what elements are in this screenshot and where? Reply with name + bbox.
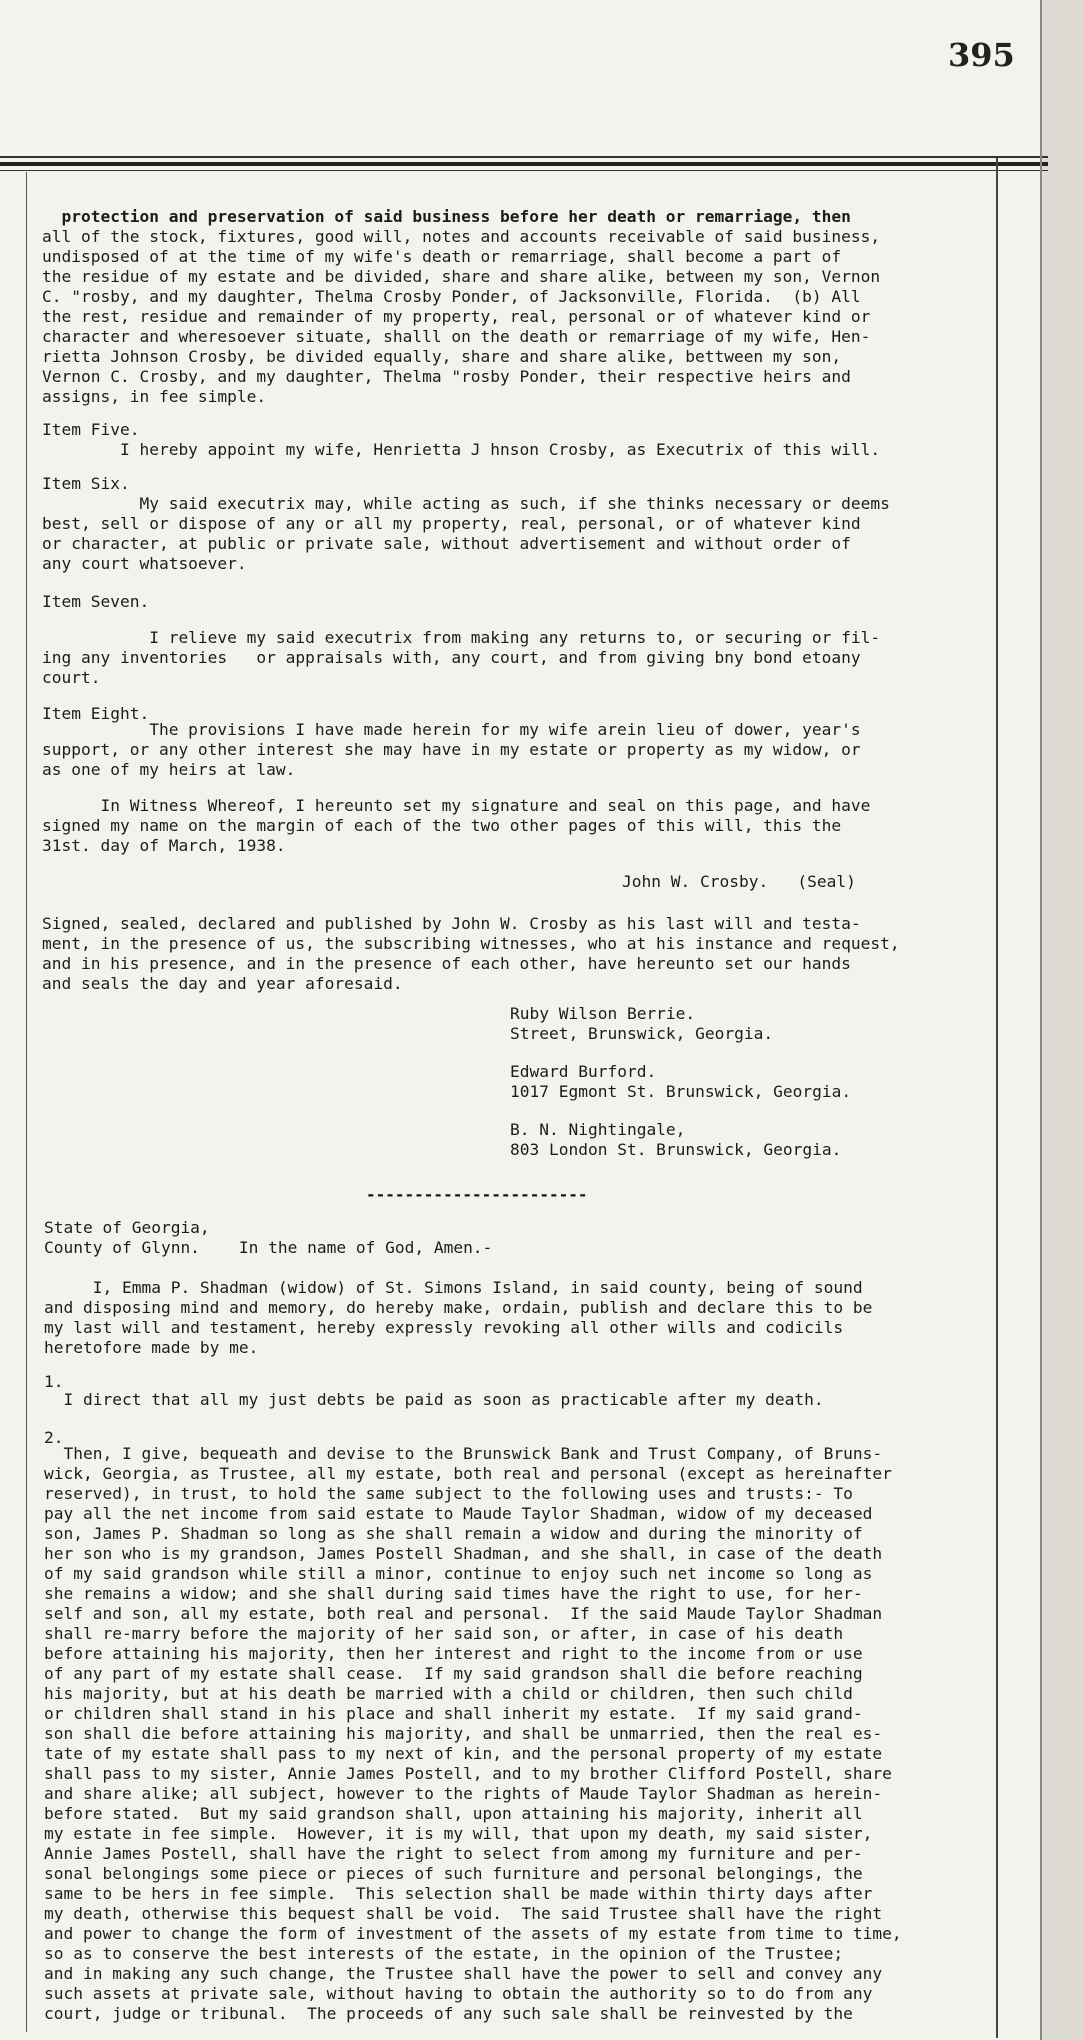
text-line: undisposed of at the time of my wife's death or remarriage, shall become a part of bbox=[42, 247, 842, 266]
text-line: 1. bbox=[44, 1372, 64, 1391]
text-line: of my said grandson while still a minor, continue to enjoy such net income so long as bbox=[44, 1564, 873, 1583]
text-line: of any part of my estate shall cease. If my said grandson shall die before reaching bbox=[44, 1664, 863, 1683]
text-line: before stated. But my said grandson shall, upon attaining his majority, inherit all bbox=[44, 1804, 863, 1823]
text-line: protection and preservation of said business before her death or remarriage, then bbox=[42, 207, 851, 226]
text-line: Item Six. bbox=[42, 474, 130, 493]
text-line: I direct that all my just debts be paid as soon as practicable after my death. bbox=[44, 1390, 824, 1409]
text-line: my estate in fee simple. However, it is my will, that upon my death, my said sister, bbox=[44, 1824, 873, 1843]
header-rule bbox=[0, 156, 1048, 158]
text-line: Vernon C. Crosby, and my daughter, Thelma "rosby Ponder, their respective heirs and bbox=[42, 367, 851, 386]
text-line: assigns, in fee simple. bbox=[42, 387, 267, 406]
text-line: son shall die before attaining his majority, and shall be unmarried, then the real es- bbox=[44, 1724, 883, 1743]
text-line: County of Glynn. In the name of God, Amen.- bbox=[44, 1238, 493, 1257]
text-line: Item Seven. bbox=[42, 592, 150, 611]
text-line: and disposing mind and memory, do hereby make, ordain, publish and declare this to be bbox=[44, 1298, 873, 1317]
text-line: signed my name on the margin of each of the two other pages of this will, this the bbox=[42, 816, 842, 835]
text-line: reserved), in trust, to hold the same subject to the following uses and trusts:- To bbox=[44, 1484, 853, 1503]
text-line: 2. bbox=[44, 1428, 64, 1447]
text-line: before attaining his majority, then her interest and right to the income from or use bbox=[44, 1644, 863, 1663]
text-line: pay all the net income from said estate to Maude Taylor Shadman, widow of my deceased bbox=[44, 1504, 873, 1523]
text-line: rietta Johnson Crosby, be divided equally, share and share alike, bettween my son, bbox=[42, 347, 842, 366]
text-line: sonal belongings some piece or pieces of such furniture and personal belongings, the bbox=[44, 1864, 863, 1883]
text-line: she remains a widow; and she shall during said times have the right to use, for her- bbox=[44, 1584, 863, 1603]
text-line: I, Emma P. Shadman (widow) of St. Simons Island, in said county, being of sound bbox=[44, 1278, 863, 1297]
text-line: 1017 Egmont St. Brunswick, Georgia. bbox=[510, 1082, 852, 1101]
text-line: same to be hers in fee simple. This selection shall be made within thirty days after bbox=[44, 1884, 873, 1903]
text-line: shall re-marry before the majority of her said son, or after, in case of his death bbox=[44, 1624, 844, 1643]
text-line: court, judge or tribunal. The proceeds of any such sale shall be reinvested by the bbox=[44, 2004, 853, 2023]
text-line: heretofore made by me. bbox=[44, 1338, 259, 1357]
text-line: or children shall stand in his place and shall inherit my estate. If my said grand- bbox=[44, 1704, 863, 1723]
text-line: C. "rosby, and my daughter, Thelma Crosby Ponder, of Jacksonville, Florida. (b) All bbox=[42, 287, 861, 306]
text-line: Annie James Postell, shall have the right to select from among my furniture and per- bbox=[44, 1844, 863, 1863]
text-line: self and son, all my estate, both real and personal. If the said Maude Taylor Shadman bbox=[44, 1604, 883, 1623]
text-line: best, sell or dispose of any or all my property, real, personal, or of whatever kind bbox=[42, 514, 861, 533]
text-line: all of the stock, fixtures, good will, notes and accounts receivable of said business, bbox=[42, 227, 881, 246]
header-rule-thick bbox=[0, 162, 1048, 166]
text-line: so as to conserve the best interests of the estate, in the opinion of the Trustee; bbox=[44, 1944, 844, 1963]
text-line: and share alike; all subject, however to the rights of Maude Taylor Shadman as herein- bbox=[44, 1784, 883, 1803]
text-line: Street, Brunswick, Georgia. bbox=[510, 1024, 774, 1043]
text-line: In Witness Whereof, I hereunto set my signature and seal on this page, and have bbox=[42, 796, 871, 815]
text-line: as one of my heirs at law. bbox=[42, 760, 296, 779]
text-line: my death, otherwise this bequest shall be void. The said Trustee shall have the right bbox=[44, 1904, 883, 1923]
text-line: 803 London St. Brunswick, Georgia. bbox=[510, 1140, 842, 1159]
text-line: Signed, sealed, declared and published by John W. Crosby as his last will and testa- bbox=[42, 914, 861, 933]
text-line: My said executrix may, while acting as such, if she thinks necessary or deems bbox=[42, 494, 890, 513]
text-line: support, or any other interest she may have in my estate or property as my widow, or bbox=[42, 740, 861, 759]
right-margin-line bbox=[996, 158, 998, 2038]
text-line: the residue of my estate and be divided, share and share alike, between my son, Vernon bbox=[42, 267, 881, 286]
text-line: my last will and testament, hereby expressly revoking all other wills and codicils bbox=[44, 1318, 844, 1337]
text-line: her son who is my grandson, James Postell Shadman, and she shall, in case of the death bbox=[44, 1544, 883, 1563]
text-line: such assets at private sale, without having to obtain the authority so to do from any bbox=[44, 1984, 873, 2003]
text-line: his majority, but at his death be married with a child or children, then such child bbox=[44, 1684, 853, 1703]
text-line: ment, in the presence of us, the subscribing witnesses, who at his instance and request, bbox=[42, 934, 900, 953]
text-line: I hereby appoint my wife, Henrietta J hnson Crosby, as Executrix of this will. bbox=[42, 440, 881, 459]
text-line: court. bbox=[42, 668, 101, 687]
text-line: John W. Crosby. (Seal) bbox=[622, 872, 856, 891]
text-line: the rest, residue and remainder of my property, real, personal or of whatever kind or bbox=[42, 307, 871, 326]
text-line: tate of my estate shall pass to my next of kin, and the personal property of my estate bbox=[44, 1744, 883, 1763]
text-line: and power to change the form of investment of the assets of my estate from time to time, bbox=[44, 1924, 902, 1943]
text-line: Then, I give, bequeath and devise to the Brunswick Bank and Trust Company, of Bruns- bbox=[44, 1444, 883, 1463]
text-line: Ruby Wilson Berrie. bbox=[510, 1004, 696, 1023]
text-line: and in his presence, and in the presence of each other, have hereunto set our hands bbox=[42, 954, 851, 973]
text-line: The provisions I have made herein for my wife arein lieu of dower, year's bbox=[42, 720, 861, 739]
section-separator: ----------------------- bbox=[366, 1185, 588, 1204]
text-line: character and wheresoever situate, shalll on the death or remarriage of my wife, Hen- bbox=[42, 327, 871, 346]
page-edge-line bbox=[1040, 0, 1042, 2040]
left-margin-line bbox=[26, 172, 27, 2032]
text-line: shall pass to my sister, Annie James Postell, and to my brother Clifford Postell, share bbox=[44, 1764, 892, 1783]
text-line: any court whatsoever. bbox=[42, 554, 247, 573]
text-line: 31st. day of March, 1938. bbox=[42, 836, 286, 855]
text-line: and seals the day and year aforesaid. bbox=[42, 974, 403, 993]
page-number: 395 bbox=[948, 36, 1015, 74]
text-line: ing any inventories or appraisals with, any court, and from giving bny bond etoany bbox=[42, 648, 861, 667]
page-edge-shadow bbox=[1042, 0, 1084, 2040]
text-line: Item Eight. bbox=[42, 704, 150, 723]
text-line: wick, Georgia, as Trustee, all my estate, both real and personal (except as hereinafter bbox=[44, 1464, 892, 1483]
text-line: I relieve my said executrix from making any returns to, or securing or fil- bbox=[42, 628, 881, 647]
text-line: Edward Burford. bbox=[510, 1062, 657, 1081]
text-line: State of Georgia, bbox=[44, 1218, 210, 1237]
text-line: or character, at public or private sale, without advertisement and without order of bbox=[42, 534, 851, 553]
text-line: Item Five. bbox=[42, 420, 140, 439]
text-line: B. N. Nightingale, bbox=[510, 1120, 686, 1139]
text-line: son, James P. Shadman so long as she shall remain a widow and during the minority of bbox=[44, 1524, 863, 1543]
text-line: and in making any such change, the Trustee shall have the power to sell and convey any bbox=[44, 1964, 883, 1983]
header-rule-thin bbox=[0, 170, 1048, 171]
